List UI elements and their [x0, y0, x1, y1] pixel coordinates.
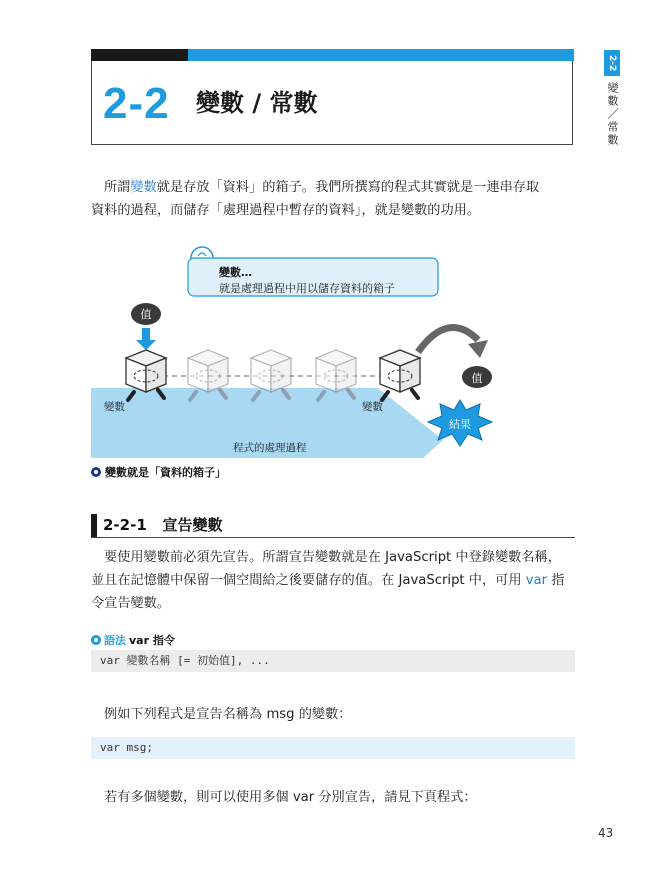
multi-var-paragraph: 若有多個變數，則可以使用多個 var 分別宣告，請見下頁程式： [104, 790, 477, 805]
side-tab-text: 變數／常數 [606, 82, 619, 147]
page-number: 43 [598, 826, 614, 840]
declare-line-1: 要使用變數前必須先宣告。所謂宣告變數就是在 JavaScript 中登錄變數名稱， [104, 550, 561, 565]
section-number: 2-2 [103, 79, 170, 128]
variable-label-left: 變數 [104, 401, 125, 413]
bullet-icon [91, 467, 101, 477]
variable-label-right: 變數 [362, 401, 383, 413]
process-label: 程式的處理過程 [233, 442, 307, 454]
intro-paragraph [91, 176, 575, 222]
intro-highlight: 變數 [130, 180, 157, 195]
variable-box-3 [251, 350, 291, 400]
declare-text: 指 [547, 573, 565, 588]
subsection-heading [103, 515, 222, 535]
intro-line-2: 資料的過程，而儲存「處理過程中暫存的資料」，就是變數的功用。 [91, 203, 481, 218]
intro-line-1 [91, 176, 575, 199]
syntax-code-block: var 變數名稱 [= 初始值], ... [91, 650, 575, 672]
declare-paragraph [91, 546, 575, 615]
declare-line-2 [91, 569, 575, 592]
subsection-number: 2-2-1 [103, 516, 147, 534]
variable-box-4 [316, 350, 356, 400]
intro-text: 所謂 [104, 180, 131, 195]
example-code-block: var msg; [91, 737, 575, 759]
example-paragraph: 例如下列程式是宣告名稱為 msg 的變數： [104, 707, 352, 722]
header-bar-blue [188, 49, 574, 61]
section-title: 變數 / 常數 [196, 89, 318, 117]
variable-box-1 [126, 350, 166, 400]
header-bar-black [91, 49, 188, 61]
keyword-var: var [525, 573, 548, 588]
variable-box-5 [380, 350, 420, 400]
syntax-label [91, 632, 175, 648]
result-label: 結果 [449, 418, 471, 431]
syntax-prefix: 語法 [104, 634, 126, 647]
variable-box-2 [188, 350, 228, 400]
subsection-title: 宣告變數 [162, 516, 223, 534]
output-arrow [418, 328, 478, 353]
caption-text: 變數就是「資料的箱子」 [105, 466, 226, 479]
declare-text: 並且在記憶體中保留一個空間給之後要儲存的值。在 JavaScript 中，可用 [91, 573, 526, 588]
value-label-right: 值 [471, 372, 483, 385]
declare-line-3: 令宣告變數。 [91, 596, 171, 611]
variable-figure [88, 240, 558, 462]
syntax-bullet-icon [91, 635, 101, 645]
bubble-title: 變數… [219, 266, 252, 279]
subsection-header [91, 514, 575, 538]
side-tab-number: 2-2 [604, 50, 620, 76]
figure-drawing [88, 240, 558, 462]
syntax-title: var 指令 [129, 634, 175, 647]
value-label-top: 值 [140, 308, 152, 321]
subsection-bar [91, 514, 97, 537]
intro-text: 就是存放「資料」的箱子。我們所撰寫的程式其實就是一連串存取 [156, 180, 540, 195]
bubble-description: 就是處理過程中用以儲存資料的箱子 [219, 282, 395, 295]
figure-caption [91, 464, 226, 480]
